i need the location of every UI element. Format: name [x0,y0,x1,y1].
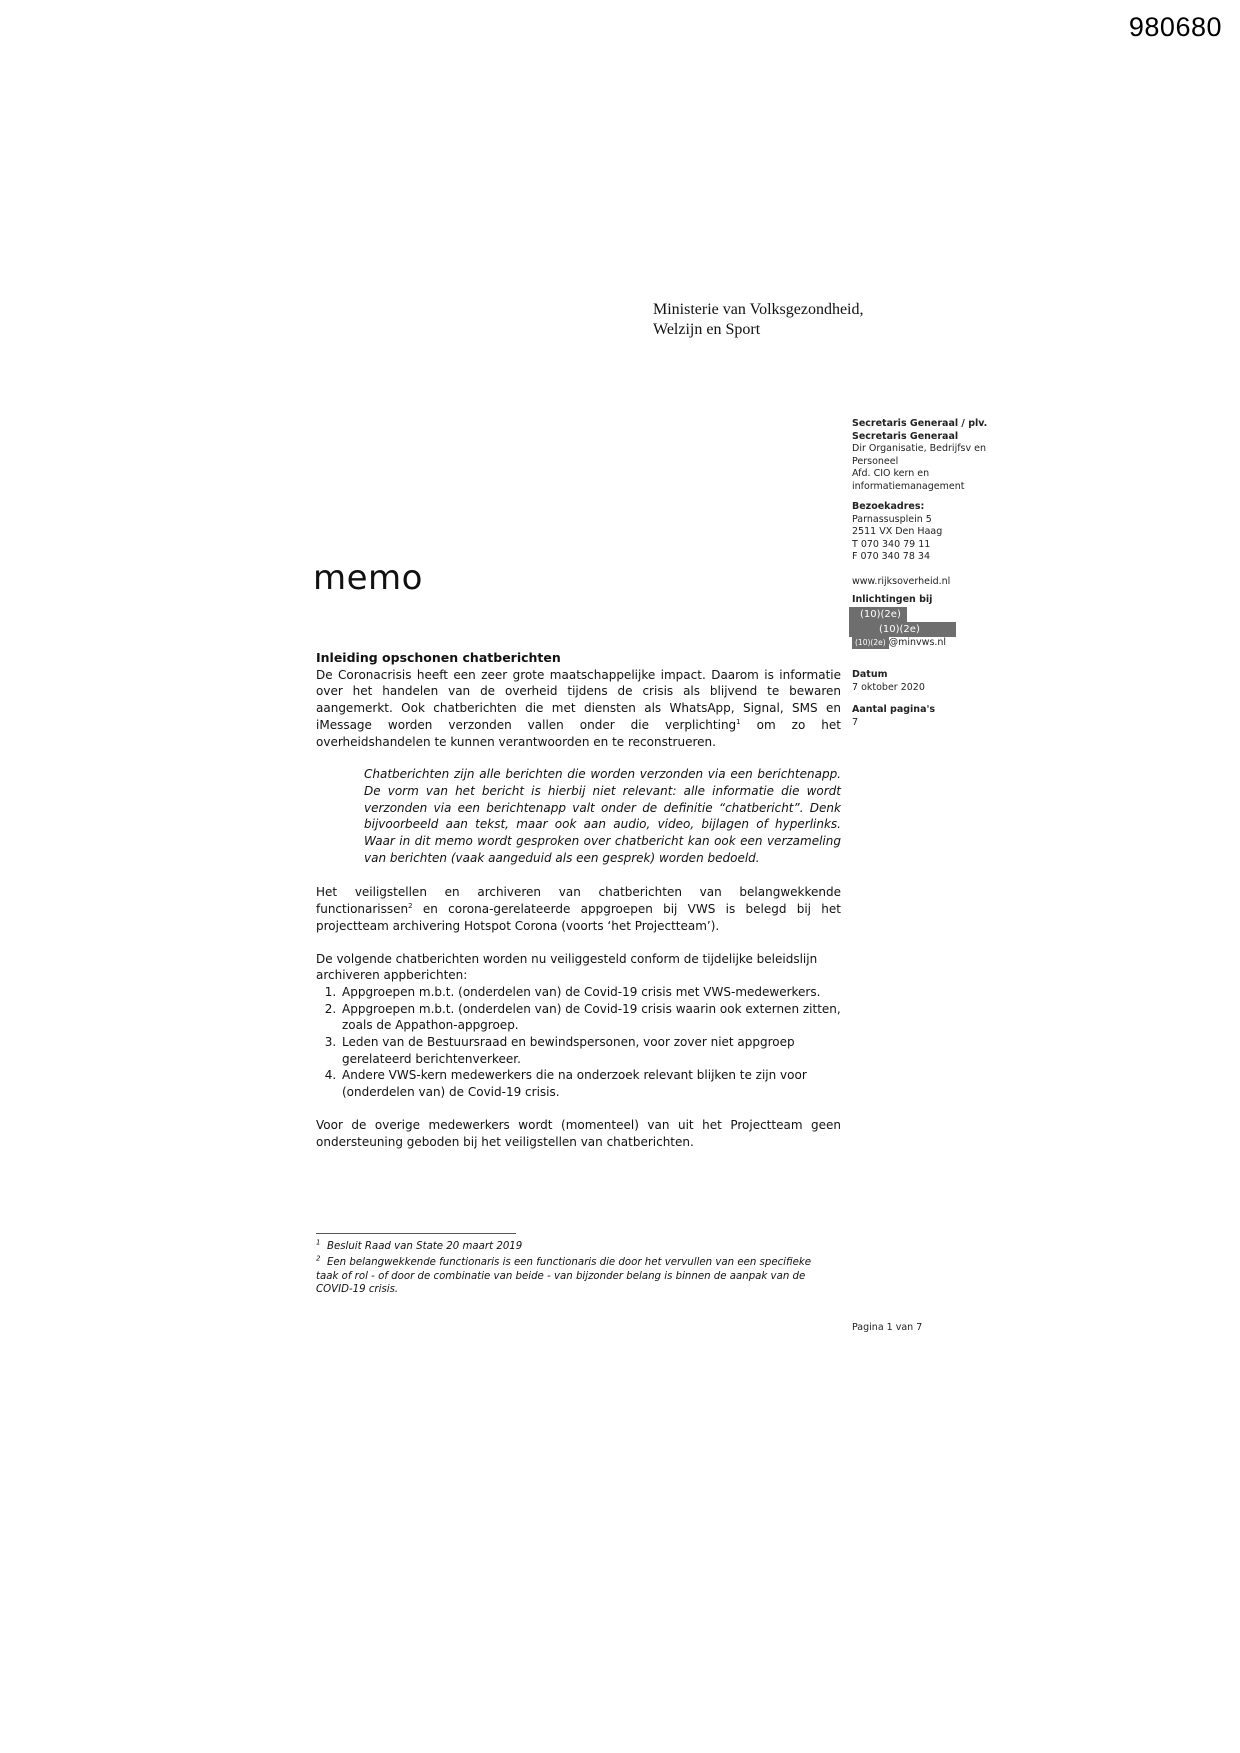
footnote-ref-1: 1 [736,717,741,726]
department-line-2: Personeel [852,455,899,467]
footnote-number: 2 [316,1254,321,1263]
sidebar-meta [852,418,1002,729]
redacted-name-1: (10)(2e) [849,607,907,622]
closing-paragraph: Voor de overige medewerkers wordt (momenteel) van uit het Projectteam geen ondersteuning geboden bij het veiligstellen van chatberichten. [316,1117,841,1149]
intro-text: De Coronacrisis heeft een zeer grote maatschappelijke impact. Daarom is informatie over het handelen van de overheid tijdens de crisis als blijvend te bewaren aangemerkt. Ook chatberichten die met diensten als WhatsApp, Signal, SMS en iMessage worden verzonden vallen onder die verplichting [316,667,841,732]
footnote-text: Besluit Raad van State 20 maart 2019 [326,1241,523,1252]
footnote-text: Een belangwekkende functionaris is een functionaris die door het vervullen van een specifieke taak of rol - of door de combinatie van beide - van bijzonder belang is binnen de aanpak van de COVID-19 crisis. [316,1257,812,1295]
redacted-email-user: (10)(2e) [852,637,889,649]
pages-label: Aantal pagina's [852,704,936,715]
list-item: 3. Leden van de Bestuursraad en bewindspersonen, voor zover niet appgroep gerelateerd berichtenverkeer. [340,1034,841,1067]
footnote-divider [316,1233,516,1234]
memo-body [316,650,841,1150]
department-line-4: informatiemanagement [852,480,965,492]
department-line-3: Afd. CIO kern en [852,468,930,479]
footnote-1 [316,1240,826,1253]
list-item: 2. Appgroepen m.b.t. (onderdelen van) de Covid-19 crisis waarin ook externen zitten, zoals de Appathon-appgroep. [340,1001,841,1034]
archiving-paragraph [316,884,841,934]
memo-title: memo [313,558,423,598]
intro-paragraph [316,667,841,751]
fax-number: F 070 340 78 34 [852,551,930,562]
address-line-2: 2511 VX Den Haag [852,526,943,537]
ministry-name-line-1: Ministerie van Volksgezondheid, [653,301,864,318]
document-number: 980680 [1128,12,1222,42]
redacted-name-2: (10)(2e) [849,622,956,637]
pages-value: 7 [852,716,859,728]
intro-text-end: om zo het overheidshandelen te kunnen verantwoorden en te reconstrueren. [316,717,842,749]
list-item: 4. Andere VWS-kern medewerkers die na onderzoek relevant blijken te zijn voor (onderdelen van) de Covid-19 crisis. [340,1067,841,1100]
department-title-2: Secretaris Generaal [852,430,959,442]
definition-quote: Chatberichten zijn alle berichten die worden verzonden via een berichtenapp. De vorm van het bericht is hierbij niet relevant: alle informatie die wordt verzonden via een berichtenapp valt onder de definitie “chatbericht”. Denk bijvoorbeeld aan tekst, maar ook aan audio, video, bijlagen of hyperlinks. Waar in dit memo wordt gesproken over chatbericht kan ook een verzameling van berichten (vaak aangeduid als een gesprek) worden bedoeld. [364,767,841,865]
department-line-1: Dir Organisatie, Bedrijfsv en [852,443,987,454]
section-heading: Inleiding opschonen chatberichten [316,650,561,665]
footnotes [316,1240,826,1299]
footnote-number: 1 [316,1238,321,1247]
website-link: www.rijksoverheid.nl [852,575,951,587]
phone-number: T 070 340 79 11 [852,538,931,550]
footnote-ref-2: 2 [408,902,413,911]
date-label: Datum [852,669,888,680]
department-title-1: Secretaris Generaal / plv. [852,418,988,429]
date-value: 7 oktober 2020 [852,681,925,693]
list-intro-paragraph: De volgende chatberichten worden nu veiliggesteld conform de tijdelijke beleidslijn archiveren appberichten: [316,951,818,983]
footnote-2 [316,1256,826,1296]
address-line-1: Parnassusplein 5 [852,513,932,525]
email-domain: @minvws.nl [888,636,947,648]
list-item: 1. Appgroepen m.b.t. (onderdelen van) de Covid-19 crisis met VWS-medewerkers. [340,984,841,1001]
ministry-name [653,300,864,340]
address-label: Bezoekadres: [852,501,925,512]
contact-label: Inlichtingen bij [852,594,933,605]
archiving-text: Het veiligstellen en archiveren van chatberichten van belangwekkende functionarissen [316,885,841,917]
ministry-name-line-2: Welzijn en Sport [653,321,761,338]
archiving-text-end: en corona-gerelateerde appgroepen bij VWS is belegd bij het projectteam archivering Hotspot Corona (voorts ‘het Projectteam’). [316,902,841,933]
page-indicator: Pagina 1 van 7 [852,1322,923,1333]
contact-email [852,637,1002,650]
chat-category-list [316,984,841,1101]
